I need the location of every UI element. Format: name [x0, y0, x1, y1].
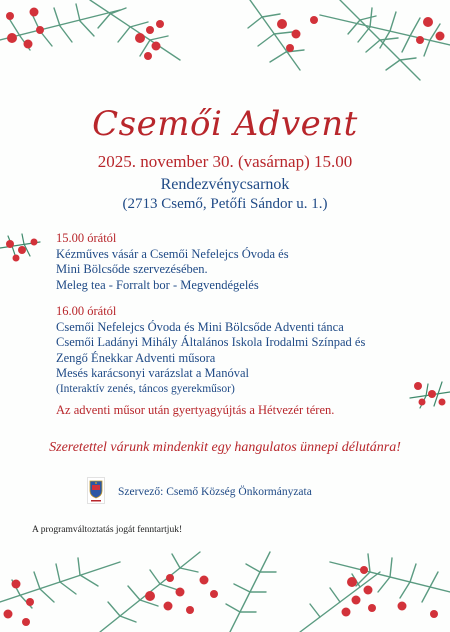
berry-sprig-left-icon	[0, 228, 45, 268]
program-block-2	[56, 304, 426, 397]
candle-lighting-note: Az adventi műsor után gyertyagyújtás a Hétvezér téren.	[56, 403, 335, 417]
pine-branch-top-icon	[0, 0, 450, 95]
disclaimer-text: A programváltoztatás jogát fenntartjuk!	[32, 525, 183, 535]
program-line: Mesés karácsonyi varázslat a Manóval	[56, 366, 249, 380]
program-block-1	[56, 231, 426, 293]
pine-branch-bottom-icon	[0, 532, 450, 632]
program-line: Csemői Nefelejcs Óvoda és Mini Bölcsőde Adventi tánca	[56, 319, 344, 334]
program-line: Kézműves vásár a Csemői Nefelejcs Óvoda és	[56, 246, 289, 261]
program-line: Meleg tea - Forralt bor - Megvendégelés	[56, 277, 259, 292]
program-time-1: 15.00 órától	[56, 231, 117, 245]
page-title: Csemői Advent	[92, 104, 358, 144]
program-line: (Interaktív zenés, táncos gyerekműsor)	[56, 382, 235, 395]
program-line: Mini Bölcsőde szervezésében.	[56, 262, 208, 276]
event-venue: Rendezvénycsarnok	[160, 176, 290, 193]
program-line: Csemői Ladányi Mihály Általános Iskola Irodalmi Színpad és	[56, 335, 366, 349]
program-line: Zengő Énekkar Adventi műsora	[56, 350, 216, 365]
organizer-text: Szervező: Csemő Község Önkormányzata	[118, 486, 312, 498]
municipal-crest-icon	[87, 477, 105, 504]
invitation-text: Szeretettel várunk mindenkit egy hangulatos ünnepi délutánra!	[49, 440, 401, 455]
event-date: 2025. november 30. (vasárnap) 15.00	[97, 152, 353, 171]
program-time-2: 16.00 órától	[56, 304, 117, 318]
event-address: (2713 Csemő, Petőfi Sándor u. 1.)	[122, 196, 328, 212]
